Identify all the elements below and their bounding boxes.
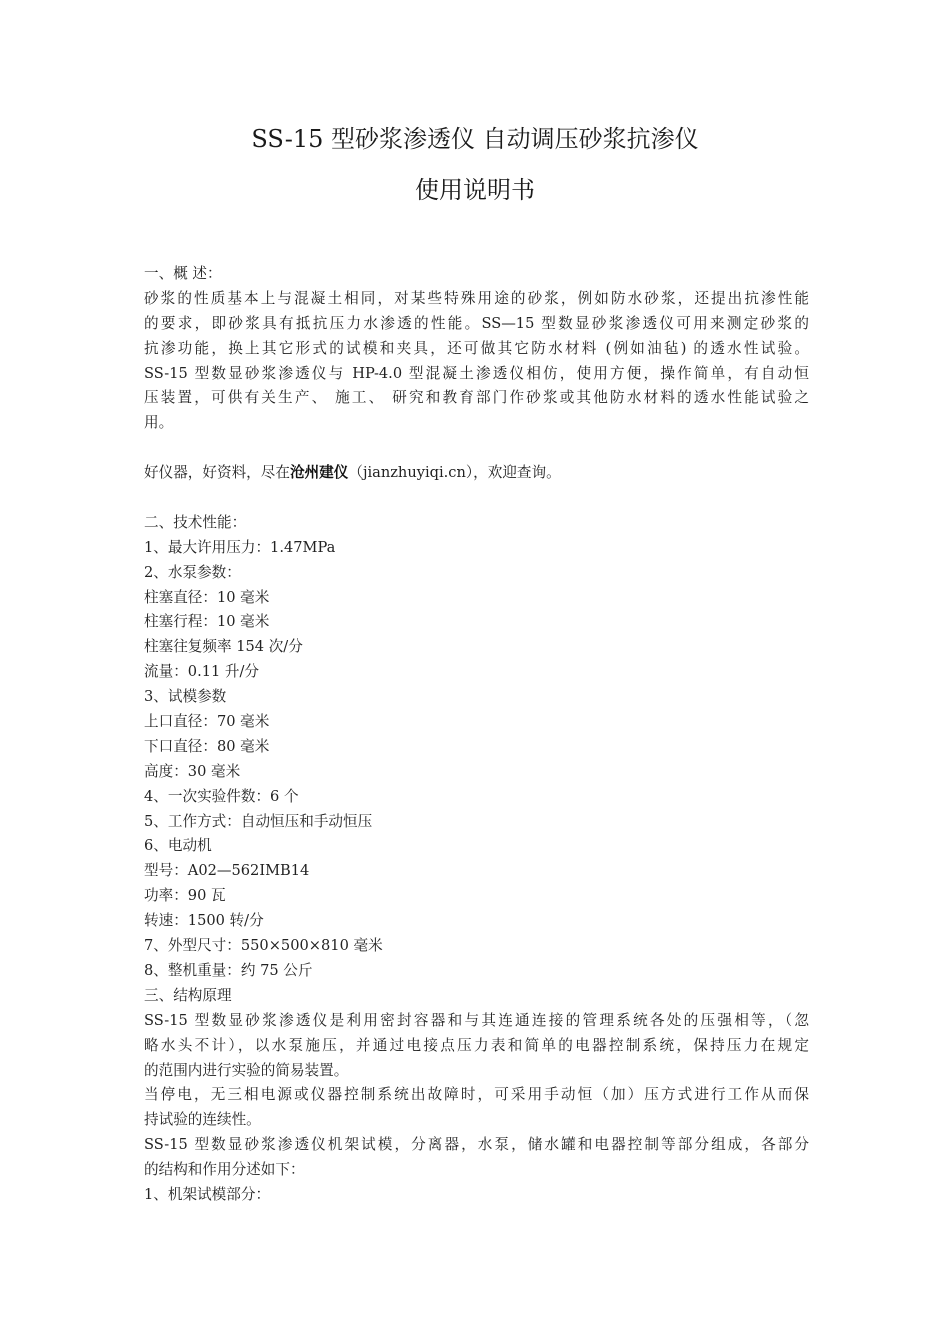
spec-item: 下口直径：80 毫米 [144,737,270,755]
section-heading-structure: 三、结构原理 [144,986,232,1004]
spec-item: 1、最大许用压力：1.47MPa [144,538,336,556]
spec-item: 上口直径：70 毫米 [144,713,270,731]
spec-item: 高度：30 毫米 [144,762,241,780]
structure-paragraph-line: 略水头不计），以水泵施压，并通过电接点压力表和简单的电器控制系统，保持压力在规定 [144,1036,809,1054]
spec-item: 4、一次实验件数：6 个 [144,787,299,805]
overview-paragraph-line: 压装置，可供有关生产、 施工、 研究和教育部门作砂浆或其他防水材料的透水性能试验之 [144,389,809,407]
spacer [144,436,809,461]
section-heading-overview: 一、概 述： [144,265,222,282]
document-subtitle: 使用说明书 [415,176,535,204]
spec-item: 转速：1500 转/分 [144,912,264,930]
spec-item: 3、试模参数 [144,688,227,706]
promo-prefix: 好仪器，好资料，尽在 [144,464,290,482]
overview-paragraph-line: 的要求，即砂浆具有抵抗压力水渗透的性能。SS—15 型数显砂浆渗透仪可用来测定砂浆的 [144,314,809,332]
overview-paragraph-line: SS-15 型数显砂浆渗透仪与 HP-4.0 型混凝土渗透仪相仿，使用方便，操作简单，有自动恒 [144,364,809,382]
spec-item: 8、整机重量：约 75 公斤 [144,961,313,979]
structure-subheading: 1、机架试模部分： [144,1185,271,1203]
spec-item: 柱塞往复频率 154 次/分 [144,638,303,656]
spec-item: 柱塞直径：10 毫米 [144,588,270,606]
spec-item: 6、电动机 [144,837,212,855]
structure-paragraph-line: 的结构和作用分述如下： [144,1161,305,1179]
structure-paragraph-line: 的范围内进行实验的简易装置。 [144,1061,349,1079]
overview-paragraph-line: 用。 [144,414,174,432]
structure-paragraph-line: SS-15 型数显砂浆渗透仪机架试模，分离器，水泵，储水罐和电器控制等部分组成，各部分 [144,1136,809,1154]
spec-item: 型号：A02—562IMB14 [144,862,310,880]
spacer [144,486,809,511]
promo-line [144,461,809,486]
overview-paragraph-line: 抗渗功能，换上其它形式的试模和夹具，还可做其它防水材料 (例如油毡) 的透水性试验。 [144,339,809,357]
structure-paragraph-line: 当停电，无三相电源或仪器控制系统出故障时，可采用手动恒（加）压方式进行工作从而保 [144,1086,809,1104]
overview-paragraph-line: 砂浆的性质基本上与混凝土相同，对某些特殊用途的砂浆，例如防水砂浆，还提出抗渗性能 [144,289,809,307]
brand-name: 沧州建仪 [289,464,349,482]
spec-item: 流量：0.11 升/分 [144,663,260,681]
structure-paragraph-line: SS-15 型数显砂浆渗透仪是利用密封容器和与其连通连接的管理系统各处的压强相等，（忽 [144,1011,809,1029]
spec-item: 5、工作方式：自动恒压和手动恒压 [144,812,373,830]
promo-suffix: （jianzhuyiqi.cn），欢迎查询。 [348,464,561,482]
structure-paragraph-line: 持试验的连续性。 [144,1111,261,1129]
spec-item: 7、外型尺寸：550×500×810 毫米 [144,937,383,955]
spec-item: 功率：90 瓦 [144,887,226,905]
spec-item: 2、水泵参数： [144,563,241,581]
document-body [144,262,809,1208]
document-title: SS-15 型砂浆渗透仪 自动调压砂浆抗渗仪 [251,125,699,153]
section-heading-specs: 二、技术性能： [144,513,247,531]
spec-item: 柱塞行程：10 毫米 [144,613,270,631]
